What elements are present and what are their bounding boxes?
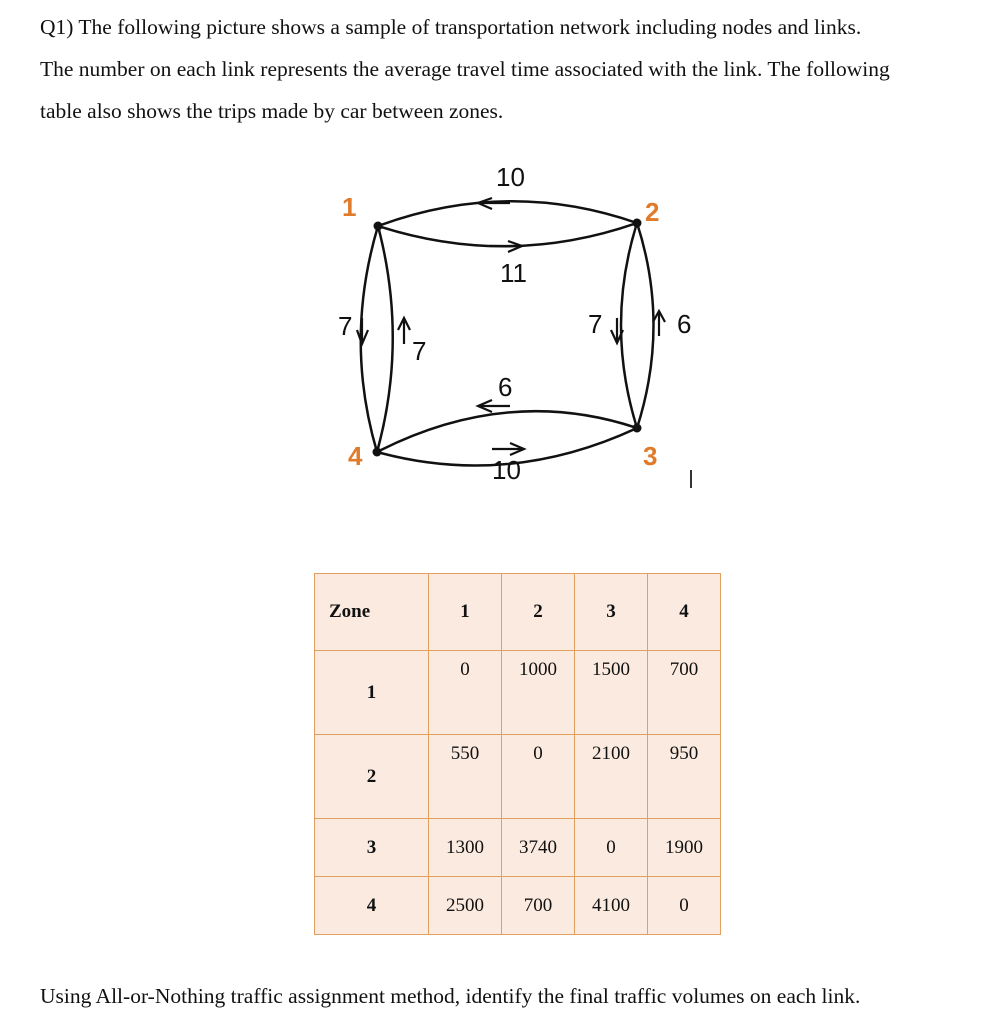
link-time-4-1: 7 [412,336,427,366]
link-time-3-4: 6 [498,372,513,402]
column-header: 1 [429,574,502,651]
node-2-dot [633,219,642,228]
node-label-2: 2 [645,197,660,227]
network-diagram [0,150,995,490]
node-3-dot [633,424,642,433]
table-cell: 1500 [575,651,648,735]
link-time-2-3: 7 [588,309,603,339]
text-cursor [690,470,692,488]
link-1-2 [378,223,637,246]
table-row [315,877,721,935]
table-cell: 700 [502,877,575,935]
row-header: 3 [315,819,429,877]
table-cell: 2500 [429,877,502,935]
node-label-1: 1 [342,192,357,222]
table-cell: 0 [502,735,575,819]
table-row [315,651,721,735]
table-cell: 700 [648,651,721,735]
direction-arrows [357,198,665,455]
intro-line-2: The number on each link represents the average travel time associated with the link. The following [40,57,890,81]
link-4-1-right [377,226,393,452]
table-cell: 0 [429,651,502,735]
table-cell: 950 [648,735,721,819]
table-cell: 550 [429,735,502,819]
table-cell: 1000 [502,651,575,735]
table-cell: 1300 [429,819,502,877]
intro-line-1: Q1) The following picture shows a sample of transportation network including nodes and links. [40,15,862,39]
link-3-4 [377,411,637,452]
node-label-3: 3 [643,441,658,471]
column-header: 4 [648,574,721,651]
question-text: Using All-or-Nothing traffic assignment method, identify the final traffic volumes on each link. [40,984,861,1008]
link-time-4-3: 10 [492,455,521,485]
table-cell: 0 [575,819,648,877]
column-header: 2 [502,574,575,651]
table-cell: 4100 [575,877,648,935]
link-2-1 [378,201,637,226]
link-time-2-1: 10 [496,162,525,192]
table-cell: 3740 [502,819,575,877]
link-time-3-2: 6 [677,309,692,339]
problem-statement [40,6,990,132]
table-corner: Zone [315,574,429,651]
node-4-dot [373,448,382,457]
table-cell: 1900 [648,819,721,877]
link-time-1-2: 11 [500,258,527,288]
column-header: 3 [575,574,648,651]
trip-table [314,573,721,935]
table-row [315,735,721,819]
node-1-dot [374,222,383,231]
row-header: 4 [315,877,429,935]
link-time-1-4: 7 [338,311,353,341]
table-header-row [315,574,721,651]
table-cell: 2100 [575,735,648,819]
table-row [315,819,721,877]
row-header: 2 [315,735,429,819]
table-cell: 0 [648,877,721,935]
link-3-2-right [637,223,654,428]
intro-line-3: table also shows the trips made by car between zones. [40,99,504,123]
node-label-4: 4 [348,441,363,471]
row-header: 1 [315,651,429,735]
link-2-3-left [621,223,637,428]
